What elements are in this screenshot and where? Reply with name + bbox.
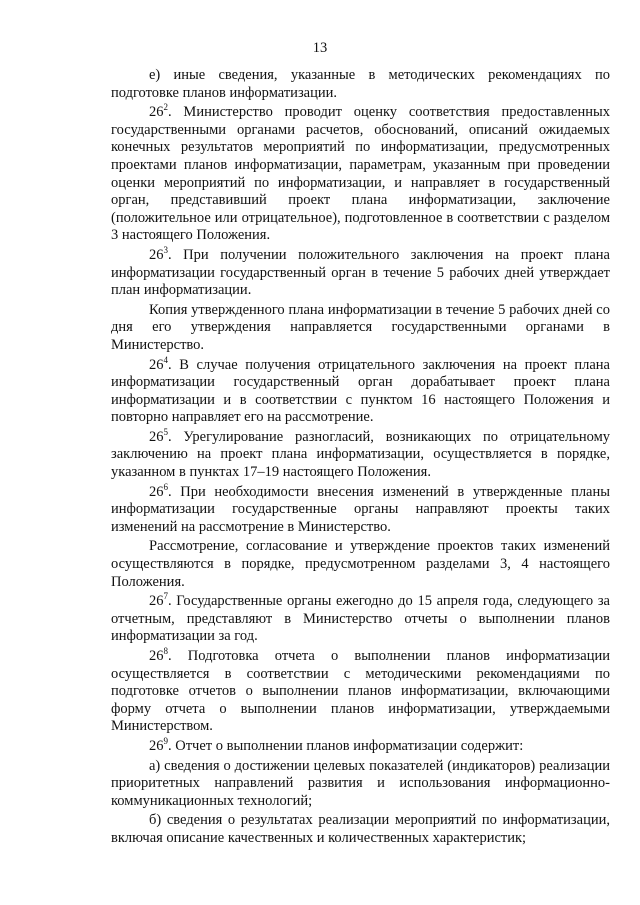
paragraph-text: . Министерство проводит оценку соответствия предоставленных государственными органами расчетов, обоснований, описаний ожидаемых конечных результатов мероприятий по информатизации, предусмотренных проектами планов информатизации, параметрам, указанным при проведении оценки мероприятий по информатизации, и направляет в государственный орган, представивший проект плана информатизации, заключение (положительное или отрицательное), подготовленное в соответствии с разделом 3 настоящего Положения. bbox=[111, 104, 610, 244]
paragraph-text: . В случае получения отрицательного заключения на проект плана информатизации государственный орган дорабатывает проект плана информатизации и в соответствии с пунктом 16 настоящего Положения и повторно направляет его на рассмотрение. bbox=[111, 356, 610, 426]
paragraph-superscript: 2 bbox=[163, 102, 168, 113]
paragraph-number: 26 bbox=[149, 246, 164, 263]
page-number: 13 bbox=[312, 40, 328, 56]
paragraph-superscript: 4 bbox=[163, 354, 168, 365]
paragraph-26-2 bbox=[111, 104, 610, 245]
paragraph-number: 26 bbox=[149, 356, 164, 373]
paragraph-text: . Подготовка отчета о выполнении планов информатизации осуществляется в соответствии с методическими рекомендациями по подготовке отчетов о выполнении планов информатизации, включающими форму отчета о выполнении планов информатизации, утверждаемыми Министерством. bbox=[111, 648, 610, 735]
paragraph-item-a bbox=[111, 758, 610, 811]
paragraph-copy-plan bbox=[111, 302, 610, 355]
paragraph-number: 26 bbox=[149, 428, 164, 445]
paragraph-superscript: 8 bbox=[163, 646, 168, 656]
paragraph-text: . При получении положительного заключения на проект плана информатизации государственный орган в течение 5 рабочих дней утверждает план информатизации. bbox=[111, 246, 610, 299]
paragraph-26-5 bbox=[111, 426, 610, 482]
paragraph-item-e bbox=[111, 67, 610, 102]
paragraph-26-4 bbox=[111, 354, 610, 427]
paragraph-superscript: 7 bbox=[163, 591, 168, 602]
paragraph-number: 26 bbox=[149, 104, 164, 121]
paragraph-superscript: 3 bbox=[163, 244, 168, 255]
paragraph-number: 26 bbox=[149, 483, 164, 500]
paragraph-text: . Урегулирование разногласий, возникающих по отрицательному заключению на проект плана информатизации, осуществляется в порядке, указанном в пунктах 17–19 настоящего Положения. bbox=[111, 428, 610, 481]
paragraph-text: . Государственные органы ежегодно до 15 апреля года, следующего за отчетным, представляют в Министерство отчеты о выполнении планов информатизации за год. bbox=[111, 593, 610, 645]
paragraph-number: 26 bbox=[149, 593, 164, 610]
paragraph-text: . При необходимости внесения изменений в утвержденные планы информатизации государственные органы направляют проекты таких изменений на рассмотрение в Министерство. bbox=[111, 483, 610, 535]
paragraph-item-b bbox=[111, 812, 610, 847]
paragraph-superscript: 6 bbox=[163, 481, 168, 492]
paragraph-26-7 bbox=[111, 593, 610, 646]
paragraph-superscript: 9 bbox=[163, 735, 168, 746]
paragraph-number: 26 bbox=[149, 648, 164, 664]
paragraph-text: Копия утвержденного плана информатизации в течение 5 рабочих дней со дня его утверждения направляется государственными органами в Министерство. bbox=[111, 301, 610, 353]
paragraph-26-3 bbox=[111, 244, 610, 300]
paragraph-number: 26 bbox=[149, 737, 164, 754]
paragraph-text: . Отчет о выполнении планов информатизации содержит: bbox=[168, 737, 524, 754]
paragraph-review-changes bbox=[111, 538, 610, 591]
paragraph-text: б) сведения о результатах реализации мероприятий по информатизации, включая описание качественных и количественных характеристик; bbox=[111, 812, 610, 846]
paragraph-26-6 bbox=[111, 481, 610, 537]
paragraph-text: Рассмотрение, согласование и утверждение проектов таких изменений осуществляются в порядке, предусмотренном разделами 3, 4 настоящего Положения. bbox=[111, 538, 610, 590]
paragraph-26-8 bbox=[111, 648, 610, 736]
paragraph-superscript: 5 bbox=[163, 426, 168, 437]
paragraph-text: а) сведения о достижении целевых показателей (индикаторов) реализации приоритетных направлений развития и использования информационно-коммуникационных технологий; bbox=[111, 757, 610, 809]
paragraph-text: е) иные сведения, указанные в методических рекомендациях по подготовке планов информатизации. bbox=[111, 67, 610, 101]
paragraph-26-9 bbox=[111, 735, 610, 756]
document-body bbox=[111, 67, 610, 848]
